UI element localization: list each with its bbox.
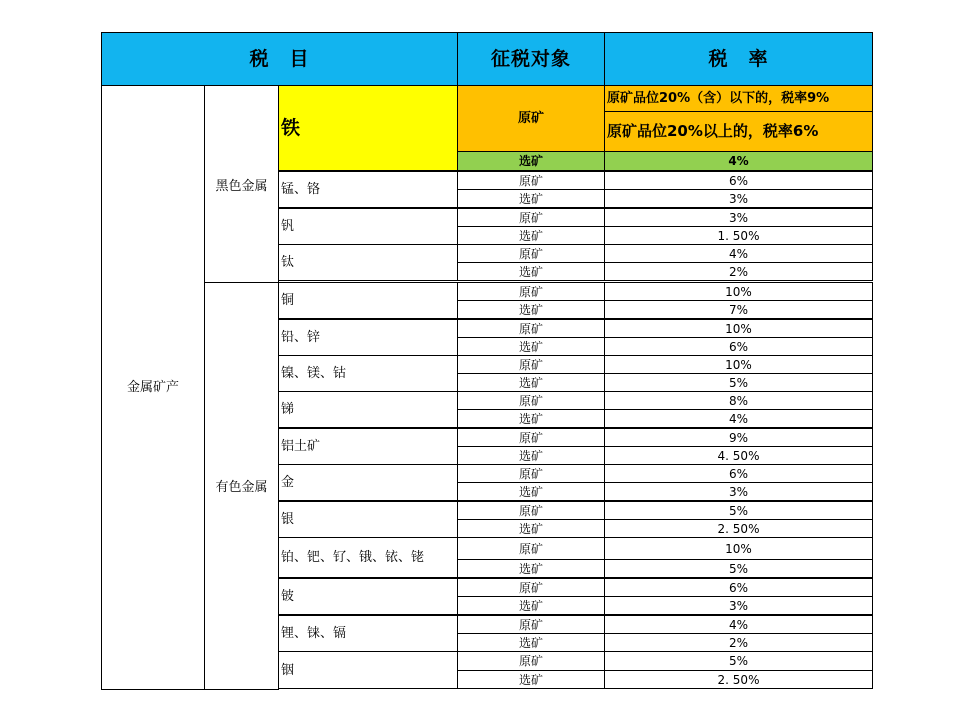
iron-raw-rate-low: 原矿品位20%（含）以下的，税率9% (604, 85, 873, 112)
dressed-ore-label: 选矿 (457, 482, 605, 501)
dressed-ore-label: 选矿 (457, 446, 605, 465)
raw-ore-label: 原矿 (457, 391, 605, 410)
mineral-name: 铜 (278, 282, 458, 319)
raw-ore-rate: 4% (604, 244, 873, 263)
raw-ore-label: 原矿 (457, 244, 605, 263)
dressed-ore-rate: 1. 50% (604, 226, 873, 245)
dressed-ore-label: 选矿 (457, 262, 605, 281)
raw-ore-rate: 3% (604, 208, 873, 227)
mineral-name: 钒 (278, 208, 458, 245)
dressed-ore-rate: 4% (604, 409, 873, 428)
raw-ore-rate: 10% (604, 537, 873, 560)
dressed-ore-rate: 2. 50% (604, 519, 873, 538)
group-nonferrous: 有色金属 (204, 282, 279, 690)
mineral-name: 镍、镁、钴 (278, 355, 458, 392)
mineral-name: 银 (278, 501, 458, 538)
raw-ore-rate: 6% (604, 578, 873, 597)
mineral-name: 铟 (278, 651, 458, 689)
raw-ore-label: 原矿 (457, 282, 605, 301)
dressed-ore-rate: 3% (604, 482, 873, 501)
raw-ore-label: 原矿 (457, 537, 605, 560)
mineral-name: 钛 (278, 244, 458, 281)
raw-ore-label: 原矿 (457, 501, 605, 520)
raw-ore-label: 原矿 (457, 464, 605, 483)
dressed-ore-label: 选矿 (457, 226, 605, 245)
mineral-name: 锂、铼、镉 (278, 615, 458, 652)
dressed-ore-rate: 3% (604, 189, 873, 208)
dressed-ore-label: 选矿 (457, 596, 605, 615)
dressed-ore-rate: 3% (604, 596, 873, 615)
mineral-name: 铂、钯、钌、锇、铱、铑 (278, 537, 458, 578)
mineral-name: 金 (278, 464, 458, 501)
iron-raw-label: 原矿 (457, 85, 605, 152)
raw-ore-rate: 6% (604, 171, 873, 190)
dressed-ore-label: 选矿 (457, 559, 605, 578)
dressed-ore-rate: 4. 50% (604, 446, 873, 465)
raw-ore-rate: 5% (604, 501, 873, 520)
raw-ore-label: 原矿 (457, 171, 605, 190)
raw-ore-rate: 5% (604, 651, 873, 671)
dressed-ore-rate: 5% (604, 373, 873, 392)
iron-name: 铁 (278, 85, 458, 171)
dressed-ore-label: 选矿 (457, 189, 605, 208)
dressed-ore-label: 选矿 (457, 300, 605, 319)
raw-ore-rate: 10% (604, 319, 873, 338)
dressed-ore-label: 选矿 (457, 373, 605, 392)
raw-ore-rate: 9% (604, 428, 873, 447)
dressed-ore-label: 选矿 (457, 337, 605, 356)
raw-ore-label: 原矿 (457, 428, 605, 447)
raw-ore-rate: 10% (604, 282, 873, 301)
dressed-ore-rate: 5% (604, 559, 873, 578)
raw-ore-rate: 10% (604, 355, 873, 374)
group-ferrous: 黑色金属 (204, 85, 279, 283)
header-tax-rate: 税 率 (604, 32, 873, 86)
raw-ore-label: 原矿 (457, 615, 605, 634)
header-tax-object: 征税对象 (457, 32, 605, 86)
mineral-name: 锑 (278, 391, 458, 428)
iron-dressed-label: 选矿 (457, 151, 605, 171)
dressed-ore-label: 选矿 (457, 519, 605, 538)
dressed-ore-rate: 6% (604, 337, 873, 356)
header-tax-item: 税 目 (101, 32, 458, 86)
raw-ore-rate: 6% (604, 464, 873, 483)
raw-ore-label: 原矿 (457, 578, 605, 597)
raw-ore-rate: 4% (604, 615, 873, 634)
raw-ore-rate: 8% (604, 391, 873, 410)
dressed-ore-rate: 2% (604, 633, 873, 652)
dressed-ore-rate: 2% (604, 262, 873, 281)
mineral-name: 锰、铬 (278, 171, 458, 208)
iron-dressed-rate: 4% (604, 151, 873, 171)
raw-ore-label: 原矿 (457, 319, 605, 338)
dressed-ore-rate: 7% (604, 300, 873, 319)
tax-rate-table (101, 32, 873, 690)
mineral-name: 铝土矿 (278, 428, 458, 465)
raw-ore-label: 原矿 (457, 355, 605, 374)
raw-ore-label: 原矿 (457, 208, 605, 227)
raw-ore-label: 原矿 (457, 651, 605, 671)
dressed-ore-rate: 2. 50% (604, 670, 873, 689)
dressed-ore-label: 选矿 (457, 633, 605, 652)
mineral-name: 铅、锌 (278, 319, 458, 356)
dressed-ore-label: 选矿 (457, 409, 605, 428)
iron-raw-rate-high: 原矿品位20%以上的，税率6% (604, 111, 873, 152)
category-metal-minerals: 金属矿产 (101, 85, 205, 690)
mineral-name: 铍 (278, 578, 458, 615)
dressed-ore-label: 选矿 (457, 670, 605, 689)
